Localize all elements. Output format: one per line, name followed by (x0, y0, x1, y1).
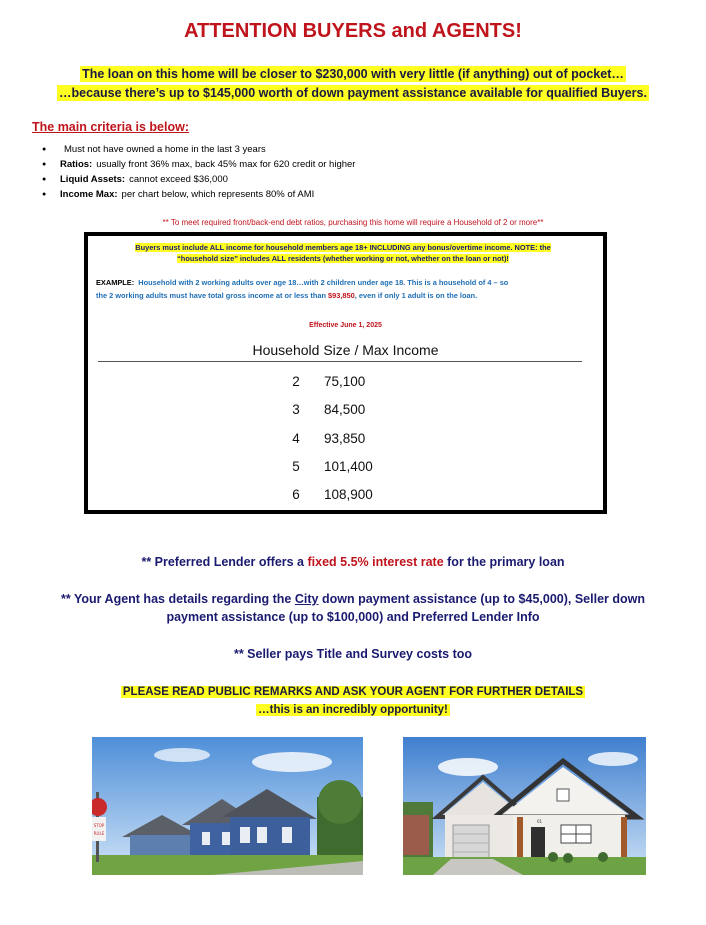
buyers-income-note: Buyers must include ALL income for household members age 18+ INCLUDING any bonus/overtime income. NOTE: the “household size” includes ALL residents (whether working or not, whether on the loan or not)! (135, 243, 551, 263)
table-row: 5 101,400 (292, 459, 373, 474)
highlight-line-1-text: The loan on this home will be closer to $230,000 with very little (if anything) out of pocket… (82, 67, 624, 81)
flyer-title: ATTENTION BUYERS and AGENTS! (184, 20, 522, 42)
seller-costs: ** Seller pays Title and Survey costs too (233, 647, 473, 661)
house-photo-left (92, 737, 363, 875)
house-photo-right (403, 737, 646, 875)
household-example: EXAMPLE: Household with 2 working adults over age 18…with 2 children under age 18. This is a household of 4 – so the 2 working adults must have total gross income at or less than $93,850, even if only 1 adult is on the loan. (96, 278, 509, 300)
street-sign-text: STOP (93, 823, 105, 828)
lender-line: ** Preferred Lender offers a fixed 5.5% interest rate for the primary loan (141, 555, 565, 569)
effective-date: Effective June 1, 2025 (309, 322, 382, 329)
income-limits-box (84, 232, 607, 514)
house-front-illustration (403, 737, 646, 875)
criteria-list (32, 142, 355, 202)
highlight-line-1 (0, 67, 706, 81)
read-remarks-text: PLEASE READ PUBLIC REMARKS AND ASK YOUR AGENT FOR FURTHER DETAILS (122, 686, 584, 698)
criteria-item: ● Income Max: per chart below, which represents 80% of AMI (32, 187, 355, 202)
household-note: ** To meet required front/back-end debt ratios, purchasing this home will require a Household of 2 or more** (162, 218, 544, 227)
highlight-line-2 (0, 86, 706, 100)
read-remarks (0, 683, 706, 719)
criteria-item: ● Must not have owned a home in the last 3 years (32, 142, 355, 157)
table-row: 2 75,100 (292, 374, 366, 389)
interest-rate: fixed 5.5% interest rate (307, 555, 444, 569)
table-row: 6 108,900 (292, 487, 373, 502)
opportunity-text: …this is an incredibly opportunity! (258, 704, 448, 716)
criteria-heading-is: is (135, 120, 146, 134)
house-row-illustration (92, 737, 363, 875)
table-divider (98, 361, 582, 362)
house-number: 01 (537, 819, 543, 824)
table-row: 3 84,500 (292, 402, 366, 417)
svg-text:RULE: RULE (93, 831, 105, 836)
example-amount: $93,850 (328, 291, 355, 300)
criteria-heading: The main criteria is below: (32, 120, 190, 134)
agent-details: ** Your Agent has details regarding the City down payment assistance (up to $45,000), Seller down payment assistance (up to $100,000) and Preferred Lender Info (61, 592, 645, 624)
criteria-item: ● Liquid Assets: cannot exceed $36,000 (32, 172, 355, 187)
table-row: 4 93,850 (292, 431, 366, 446)
criteria-item: ● Ratios: usually front 36% max, back 45% max for 620 credit or higher (32, 157, 355, 172)
highlight-line-2-text: …because there’s up to $145,000 worth of down payment assistance available for qualified Buyers. (59, 86, 647, 100)
income-table-header: Household Size / Max Income (252, 342, 439, 358)
city-word: City (294, 592, 319, 606)
